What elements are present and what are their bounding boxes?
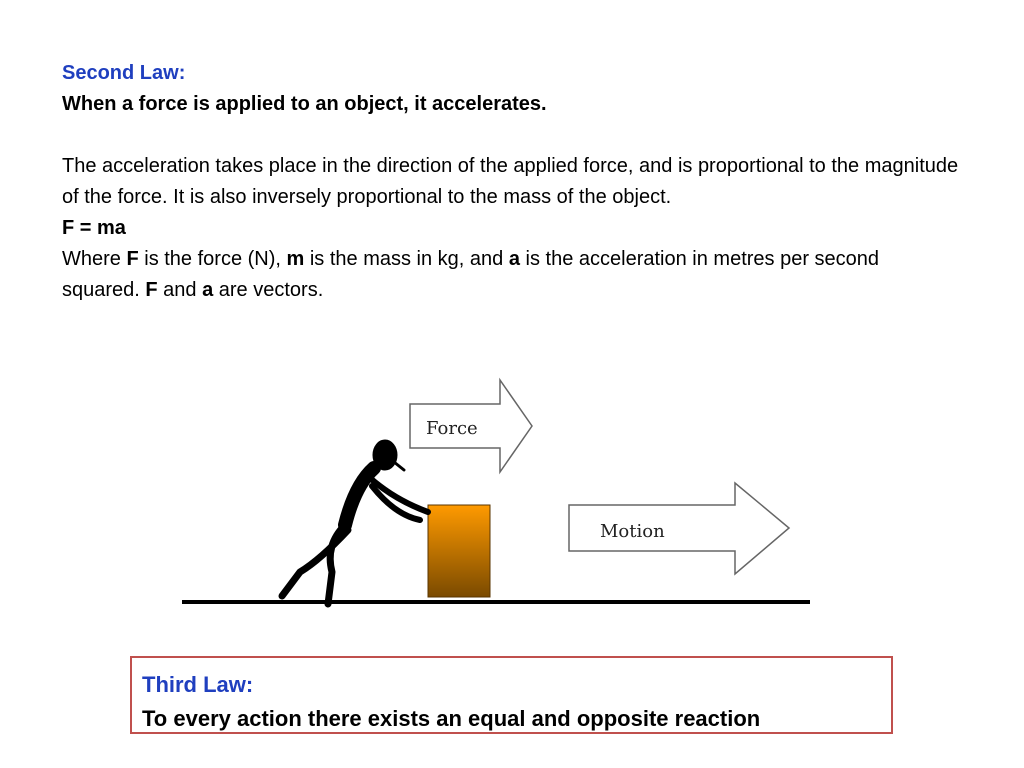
force-arrow <box>410 380 532 472</box>
symbol-a-2: a <box>202 279 214 301</box>
formula: F = ma <box>62 217 126 239</box>
third-law-box <box>130 656 893 734</box>
third-law-title: Third Law: <box>142 672 254 697</box>
symbol-f: F <box>126 248 139 270</box>
second-law-statement: When a force is applied to an object, it accelerates. <box>62 93 547 115</box>
motion-label: Motion <box>600 521 665 542</box>
third-law-statement: To every action there exists an equal and opposite reaction <box>142 706 761 731</box>
stick-figure <box>282 440 428 604</box>
second-law-description: The acceleration takes place in the direction of the applied force, and is proportional to the magnitude of the force. It is also inversely proportional to the mass of the object. <box>62 155 959 208</box>
where-text-6: are vectors. <box>213 279 324 301</box>
where-text-3: is the mass in kg, and <box>304 248 509 270</box>
where-text-4: is the acceleration in metres per second squared. <box>62 248 880 301</box>
second-law-title: Second Law: <box>62 62 186 84</box>
symbol-a: a <box>508 248 520 270</box>
where-text-5: and <box>157 279 203 301</box>
force-label: Force <box>426 418 478 439</box>
motion-arrow <box>569 483 789 574</box>
where-text-1: Where <box>62 248 127 270</box>
where-text-2: is the force (N), <box>138 248 287 270</box>
symbol-m: m <box>286 248 305 270</box>
symbol-f-2: F <box>145 279 158 301</box>
crate <box>428 505 490 597</box>
